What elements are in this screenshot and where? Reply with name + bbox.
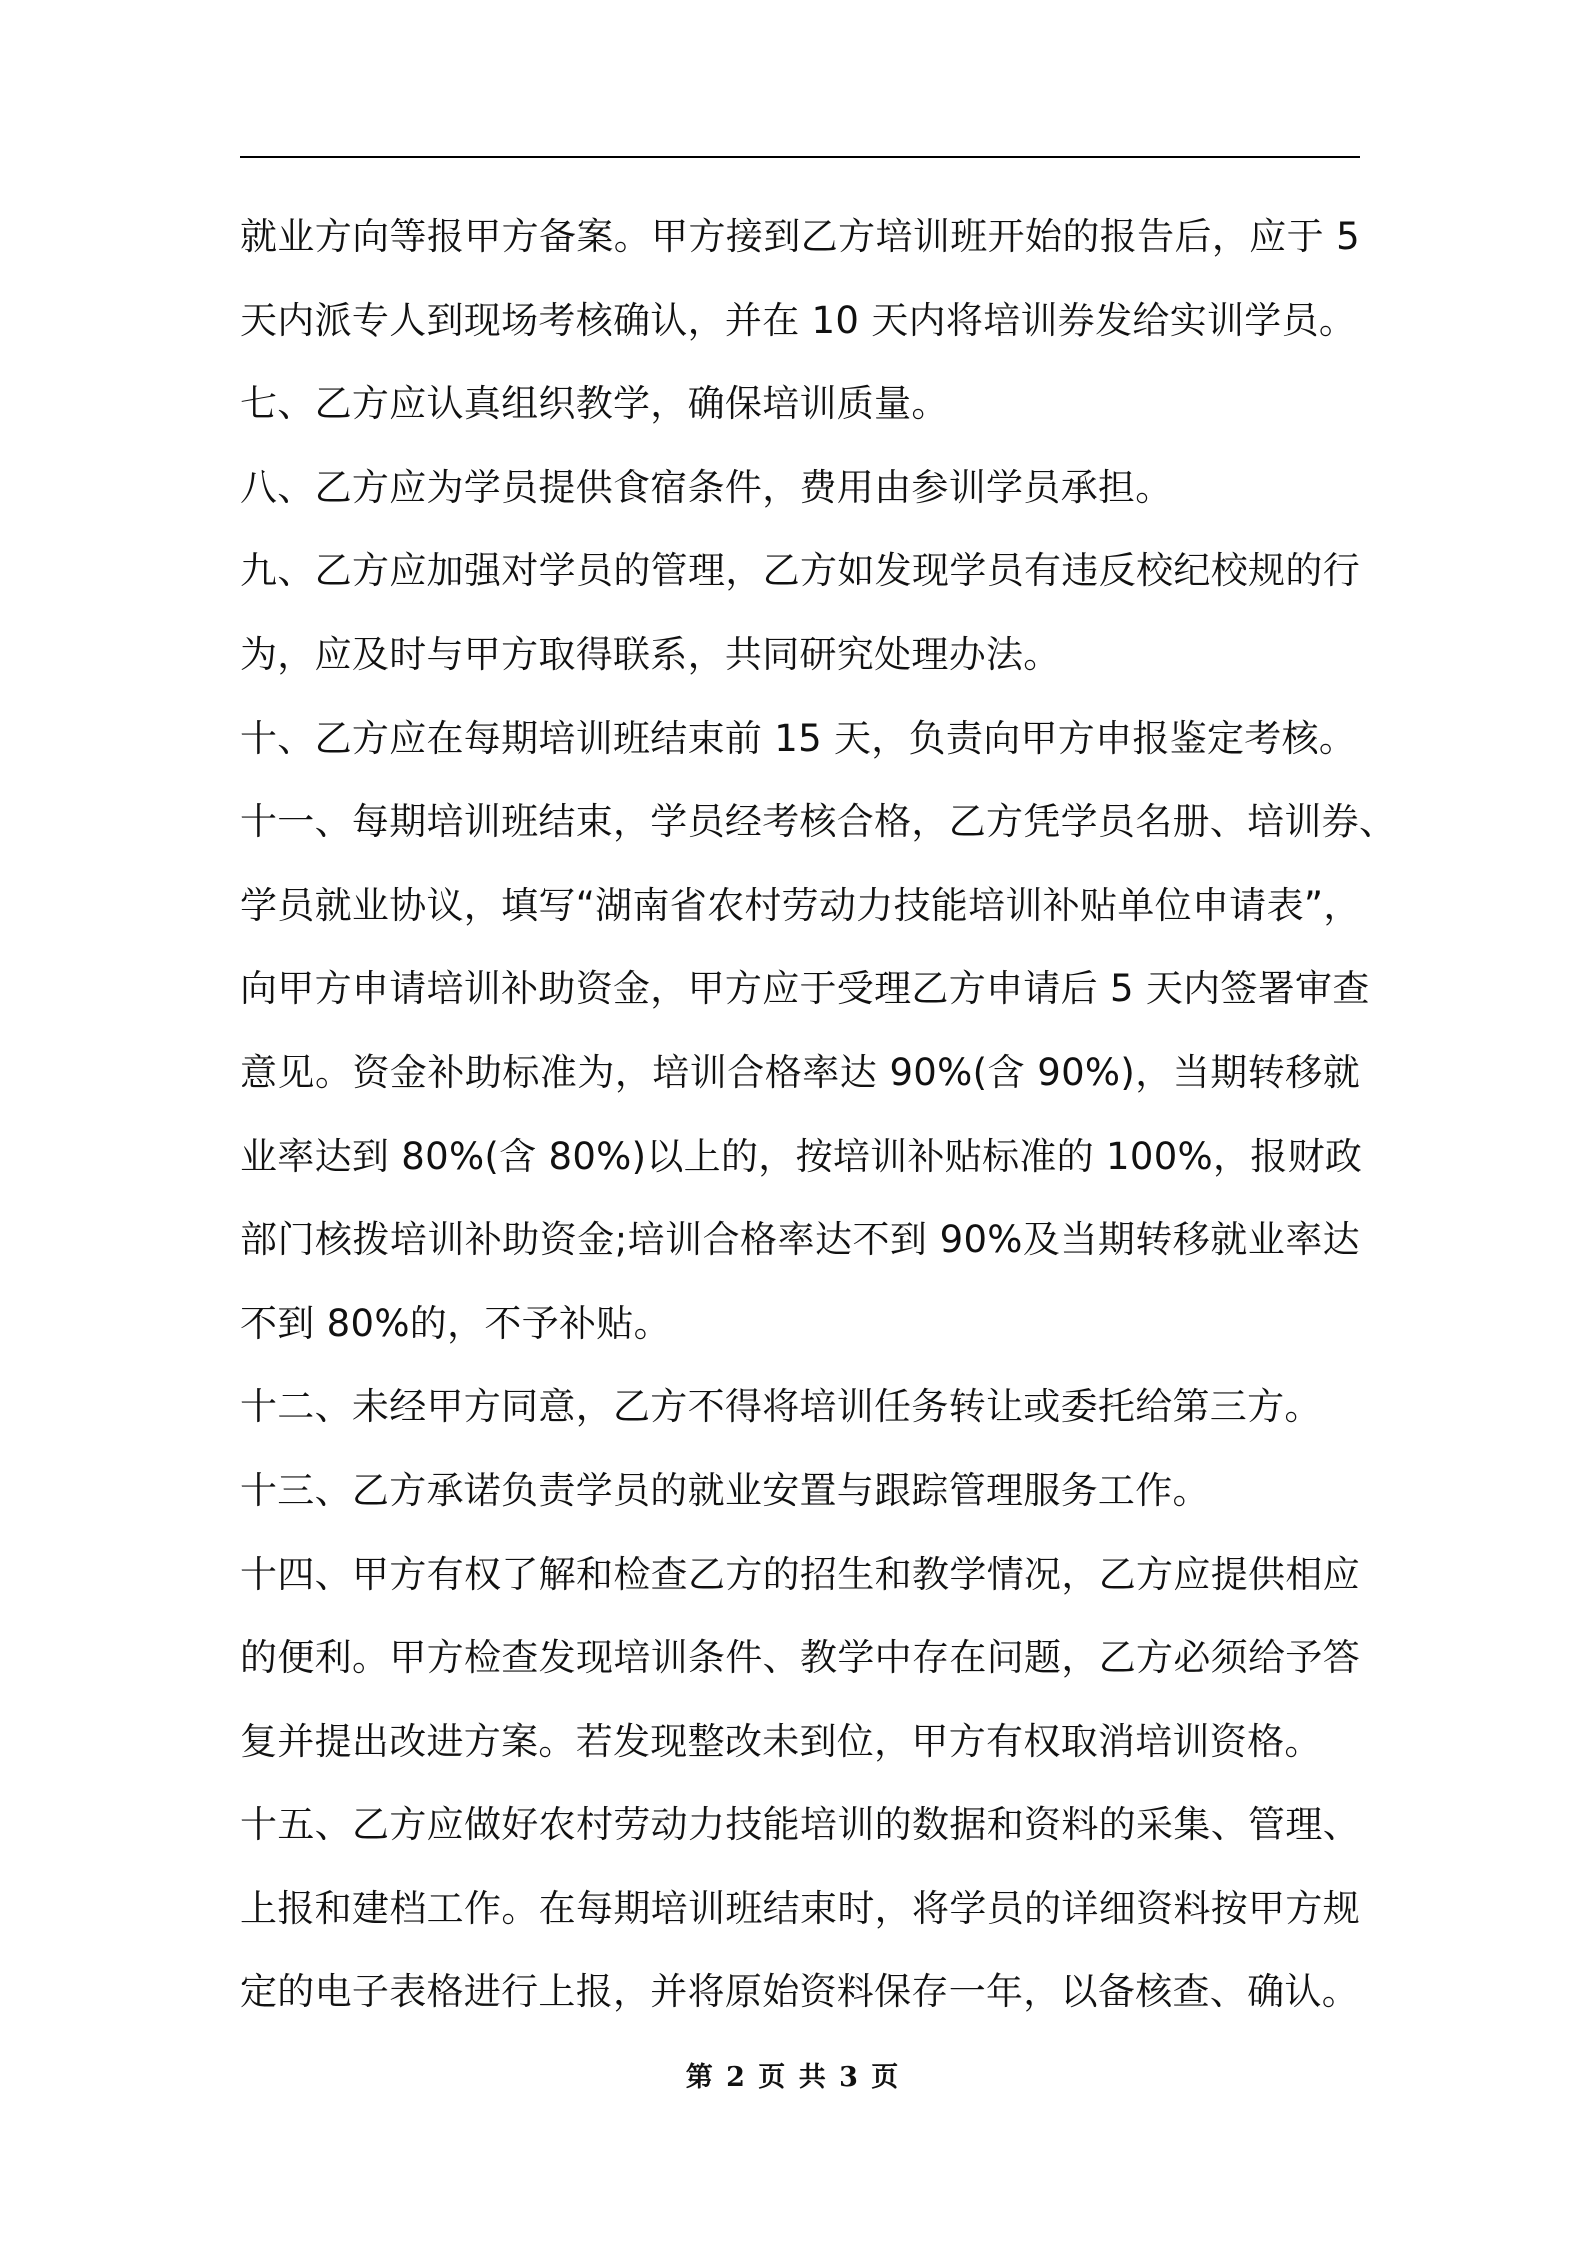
paragraph-clause-10 [240, 697, 1360, 781]
text-line: 上报和建档工作。在每期培训班结束时，将学员的详细资料按甲方规 [240, 1886, 1360, 1930]
text-line: 七、乙方应认真组织教学，确保培训质量。 [240, 382, 949, 426]
text-line: 十二、未经甲方同意，乙方不得将培训任务转让或委托给第三方。 [240, 1385, 1322, 1429]
text-line: 学员就业协议，填写“湖南省农村劳动力技能培训补贴单位申请表”， [240, 883, 1361, 927]
paragraph-clause-9 [240, 529, 1360, 696]
text-line: 部门核拨培训补助资金;培训合格率达不到 90%及当期转移就业率达 [240, 1218, 1360, 1262]
text-line: 天内派专人到现场考核确认，并在 10 天内将培训券发给实训学员。 [240, 298, 1357, 342]
text-line: 九、乙方应加强对学员的管理，乙方如发现学员有违反校纪校规的行 [240, 549, 1360, 593]
text-line: 业率达到 80%(含 80%)以上的，按培训补贴标准的 100%，报财政 [240, 1134, 1363, 1178]
text-line: 向甲方申请培训补助资金，甲方应于受理乙方申请后 5 天内签署审查 [240, 967, 1370, 1011]
paragraph-continuation [240, 195, 1360, 362]
text-line: 定的电子表格进行上报，并将原始资料保存一年，以备核查、确认。 [240, 1970, 1359, 2014]
paragraph-clause-13 [240, 1449, 1360, 1533]
paragraph-clause-12 [240, 1365, 1360, 1449]
text-line: 为，应及时与甲方取得联系，共同研究处理办法。 [240, 632, 1061, 676]
paragraph-clause-11 [240, 780, 1397, 1365]
paragraph-clause-15 [240, 1783, 1360, 2034]
document-body [240, 195, 1397, 2034]
text-line: 十一、每期培训班结束，学员经考核合格，乙方凭学员名册、培训券、 [240, 800, 1397, 844]
text-line: 十、乙方应在每期培训班结束前 15 天，负责向甲方申报鉴定考核。 [240, 716, 1357, 760]
paragraph-clause-8 [240, 446, 1360, 530]
text-line: 的便利。甲方检查发现培训条件、教学中存在问题，乙方必须给予答 [240, 1636, 1360, 1680]
text-line: 就业方向等报甲方备案。甲方接到乙方培训班开始的报告后，应于 5 [240, 215, 1360, 258]
text-line: 十五、乙方应做好农村劳动力技能培训的数据和资料的采集、管理、 [240, 1803, 1360, 1847]
text-line: 复并提出改进方案。若发现整改未到位，甲方有权取消培训资格。 [240, 1719, 1322, 1763]
header-divider [240, 156, 1360, 158]
text-line: 十四、甲方有权了解和检查乙方的招生和教学情况，乙方应提供相应 [240, 1552, 1360, 1596]
text-line: 十三、乙方承诺负责学员的就业安置与跟踪管理服务工作。 [240, 1468, 1210, 1512]
paragraph-clause-14 [240, 1533, 1360, 1784]
page-number-footer: 第 2 页 共 3 页 [685, 2062, 901, 2093]
text-line: 意见。资金补助标准为，培训合格率达 90%(含 90%)，当期转移就 [240, 1050, 1360, 1094]
paragraph-clause-7 [240, 362, 1360, 446]
text-line: 八、乙方应为学员提供食宿条件，费用由参训学员承担。 [240, 465, 1173, 509]
text-line: 不到 80%的，不予补贴。 [240, 1301, 671, 1345]
